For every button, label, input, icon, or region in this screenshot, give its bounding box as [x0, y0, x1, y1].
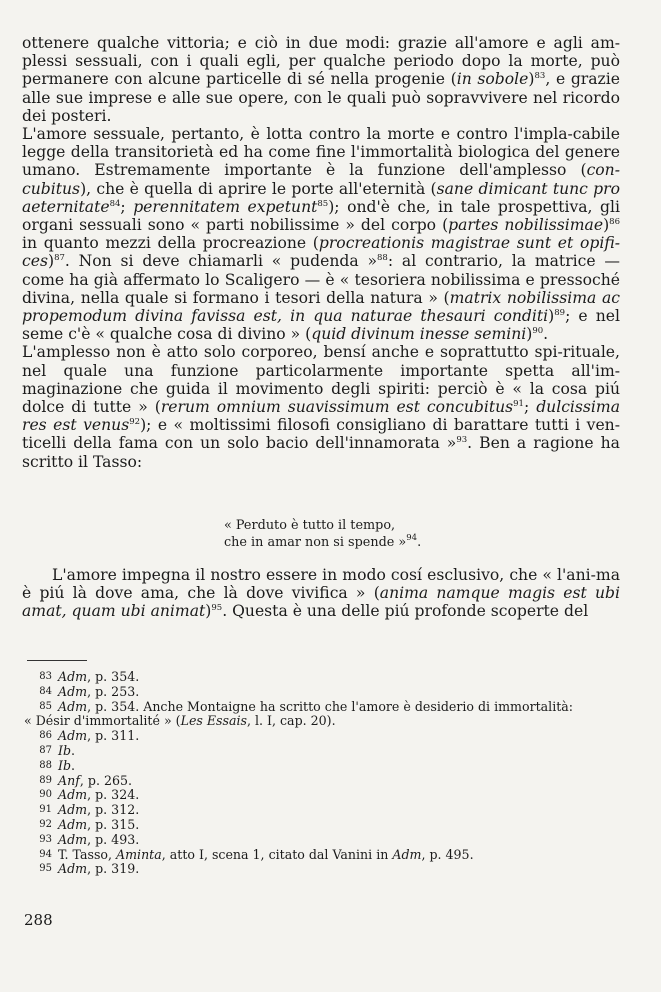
footnote: 84 Adm, p. 253. — [39, 683, 140, 699]
footnote: 88 Ib. — [39, 757, 76, 773]
page-number: 288 — [24, 911, 53, 929]
paragraph-3: L'amplesso non è atto solo corporeo, bensí anche e soprattutto spi-rituale, nel quale una funzione particolarmente importante spetta all'im-maginazione che guida il movimento degli spiriti: perciò è « la cosa piú dolce di tutte » (rerum omnium suavissimum est concubitus$^{91}$; dulcissima res est venus$^{92}$); e « moltissimi filosofi consigliano di barattare tutti i ven-ticelli della fama con un solo bacio dell'innamorata »$^{93}$. Ben a ragione ha scritto il Tasso: — [22, 343, 620, 471]
paragraph-1: ottenere qualche vittoria; e ciò in due modi: grazie all'amore e agli am- plessi sessuali, con i quali egli, per qualche periodo dopo la morte, può permanere con alcune particelle di sé nella progenie (in sobole)$^{83}$, e grazie alle sue imprese e alle sue opere, con le quali può sopravvivere nel ricordo dei posteri. — [22, 34, 620, 125]
verse-quote — [224, 517, 421, 551]
footnote-divider — [27, 660, 87, 661]
footnote: 91 Adm, p. 312. — [39, 802, 140, 818]
footnote: 90 Adm, p. 324. — [39, 787, 140, 803]
footnote: 85 Adm, p. 354. Anche Montaigne ha scritto che l'amore è desiderio di immortalità: — [39, 698, 574, 714]
footnote: 87 Ib. — [39, 742, 76, 758]
footnotes — [24, 670, 624, 877]
footnote: 95 Adm, p. 319. — [39, 861, 140, 877]
paragraph-4: L'amore impegna il nostro essere in modo cosí esclusivo, che « l'ani-ma è piú là dove ama, che là dove vivifica » (anima namque magis est ubi amat, quam ubi animat)$^{95}$. Questa è una delle piú profonde scoperte del — [22, 566, 620, 621]
footnote: 94 T. Tasso, Aminta, atto I, scena 1, citato dal Vanini in Adm, p. 495. — [39, 846, 474, 862]
footnote: 83 Adm, p. 354. — [39, 669, 140, 684]
quote-line-1: « Perduto è tutto il tempo, — [224, 518, 396, 533]
footnote: 92 Adm, p. 315. — [39, 816, 140, 832]
footnote: 86 Adm, p. 311. — [39, 728, 140, 744]
footnote: 93 Adm, p. 493. — [39, 831, 140, 847]
paragraph-2: L'amore sessuale, pertanto, è lotta contro la morte e contro l'impla-cabile legge della transitorietà ed ha come fine l'immortalità biologica del genere umano. Estremamente importante è la funzione dell'amplesso (con-cubitus), che è quella di aprire le porte all'eternità (sane dimicant tunc pro aeternitate$^{84}$; perennitatem expetunt$^{85}$); ond'è che, in tale prospettiva, gli organi sessuali sono « parti nobilissime » del corpo (partes nobilissimae)$^{86}$ in quanto mezzi della procreazione (procreationis magistrae sunt et opifi-ces)$^{87}$. Non si deve chiamarli « pudenda »$^{88}$: al contrario, la matrice — come ha già affermato lo Scaligero — è « tesoriera nobilissima e pressoché divina, nella quale si formano i tesori della natura » (matrix nobilissima ac propemodum divina favissa est, in qua naturae thesauri conditi)$^{89}$; e nel seme c'è « qualche cosa di divino » (quid divinum inesse semini)$^{90}$. — [22, 125, 621, 344]
footnote: 89 Anf, p. 265. — [39, 772, 132, 788]
footnote-continuation: « Désir d'immortalité » (Les Essais, l. I, cap. 20). — [24, 713, 336, 729]
quote-line-2: che in amar non si spende »$^{94}$. — [224, 533, 422, 550]
body-text — [22, 34, 620, 471]
